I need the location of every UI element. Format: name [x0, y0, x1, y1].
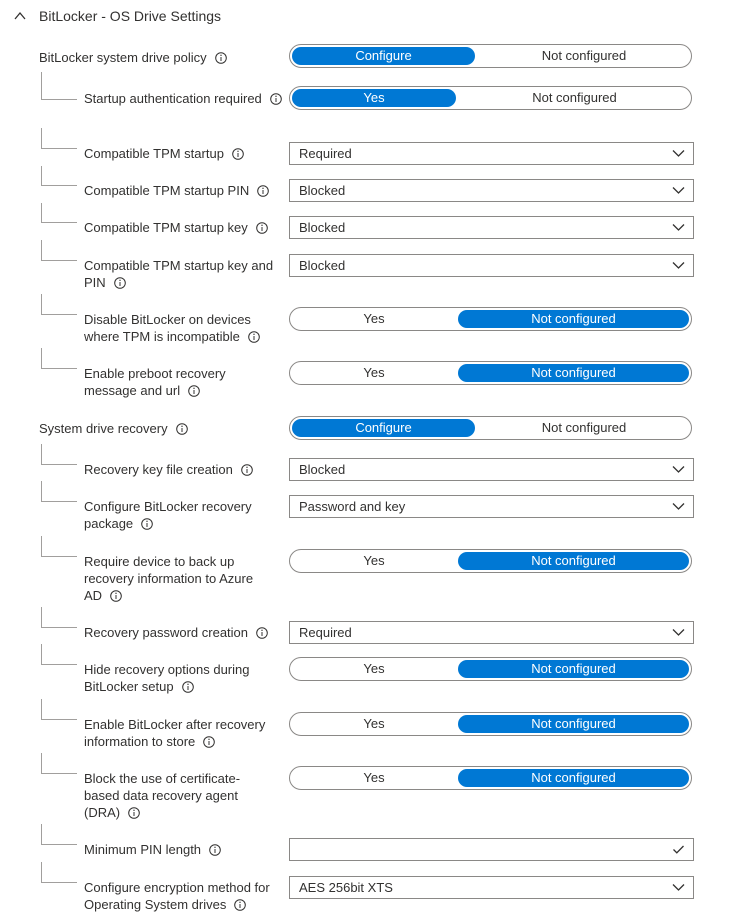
chevron-down-icon — [672, 883, 685, 892]
dropdown-value: AES 256bit XTS — [299, 880, 393, 895]
tree-connector — [41, 536, 77, 557]
toggle-option-not-configured[interactable]: Not configured — [541, 420, 627, 435]
setting-label: Block the use of certificate-based data recovery agent (DRA) — [84, 771, 241, 820]
block-dra-toggle — [289, 766, 692, 790]
info-icon[interactable] — [114, 277, 126, 289]
compatible-tpm-startup-key-dropdown[interactable] — [289, 216, 694, 239]
tree-connector — [41, 862, 77, 883]
enable-after-recovery-toggle — [289, 712, 692, 736]
tree-connector — [41, 348, 77, 369]
chevron-down-icon — [672, 223, 685, 232]
info-icon[interactable] — [188, 385, 200, 397]
toggle-option-configure[interactable]: Configure — [355, 420, 412, 435]
chevron-down-icon — [672, 465, 685, 474]
setting-label: Require device to back up recovery information to Azure AD — [84, 554, 254, 603]
dropdown-value: Blocked — [299, 258, 346, 273]
tree-connector — [41, 699, 77, 720]
info-icon[interactable] — [241, 464, 253, 476]
info-icon[interactable] — [176, 423, 188, 435]
toggle-option-yes[interactable]: Yes — [363, 365, 385, 380]
system-drive-recovery-toggle — [289, 416, 692, 440]
toggle-option-yes[interactable]: Yes — [363, 311, 385, 326]
toggle-option-not-configured[interactable]: Not configured — [531, 365, 616, 380]
toggle-option-yes[interactable]: Yes — [363, 553, 385, 568]
setting-label-row — [84, 145, 284, 162]
info-icon[interactable] — [234, 899, 246, 911]
setting-label-row — [84, 182, 284, 199]
setting-label-row — [84, 365, 274, 399]
setting-label: System drive recovery — [39, 421, 168, 436]
chevron-down-icon — [672, 628, 685, 637]
setting-label: Compatible TPM startup — [84, 146, 224, 161]
setting-label: Hide recovery options during BitLocker setup — [84, 662, 250, 694]
minimum-pin-length-input[interactable] — [289, 838, 694, 861]
tree-connector — [41, 753, 77, 774]
checkmark-icon — [672, 845, 685, 854]
info-icon[interactable] — [256, 222, 268, 234]
toggle-option-yes[interactable]: Yes — [363, 770, 385, 785]
recovery-package-dropdown[interactable] — [289, 495, 694, 518]
info-icon[interactable] — [215, 52, 227, 64]
info-icon[interactable] — [182, 681, 194, 693]
compatible-tpm-startup-pin-dropdown[interactable] — [289, 179, 694, 202]
setting-label: Disable BitLocker on devices where TPM is incompatible — [84, 312, 251, 344]
setting-label-row — [84, 461, 284, 478]
setting-label-row — [84, 90, 284, 107]
setting-label: Configure BitLocker recovery package — [84, 499, 252, 531]
toggle-option-yes[interactable]: Yes — [363, 716, 385, 731]
recovery-password-dropdown[interactable] — [289, 621, 694, 644]
tree-connector — [41, 166, 77, 186]
setting-label: Configure encryption method for Operating System drives — [84, 880, 270, 912]
toggle-option-not-configured[interactable]: Not configured — [531, 553, 616, 568]
tree-connector — [41, 203, 77, 223]
toggle-option-not-configured[interactable]: Not configured — [532, 90, 617, 105]
setting-label: Minimum PIN length — [84, 842, 202, 857]
tree-connector — [41, 607, 77, 628]
toggle-option-not-configured[interactable]: Not configured — [531, 716, 616, 731]
info-icon[interactable] — [270, 93, 282, 105]
dropdown-value: Blocked — [299, 462, 346, 477]
setting-label-row — [84, 219, 284, 236]
chevron-down-icon — [672, 502, 685, 511]
compatible-tpm-startup-key-pin-dropdown[interactable] — [289, 254, 694, 277]
hide-recovery-options-toggle — [289, 657, 692, 681]
tree-connector — [41, 128, 77, 149]
setting-label: Compatible TPM startup key — [84, 220, 248, 235]
setting-label-row — [84, 624, 284, 641]
dropdown-value: Blocked — [299, 220, 346, 235]
info-icon[interactable] — [257, 185, 269, 197]
toggle-option-yes[interactable]: Yes — [363, 90, 385, 105]
setting-label-row — [84, 841, 284, 858]
setting-label-row — [84, 498, 274, 532]
setting-label-row — [84, 553, 274, 604]
dropdown-value: Blocked — [299, 183, 346, 198]
preboot-recovery-toggle — [289, 361, 692, 385]
startup-auth-toggle — [289, 86, 692, 110]
toggle-option-not-configured[interactable]: Not configured — [531, 770, 616, 785]
compatible-tpm-startup-dropdown[interactable] — [289, 142, 694, 165]
disable-bitlocker-toggle — [289, 307, 692, 331]
info-icon[interactable] — [141, 518, 153, 530]
tree-connector — [41, 481, 77, 502]
info-icon[interactable] — [248, 331, 260, 343]
info-icon[interactable] — [232, 148, 244, 160]
policy-toggle — [289, 44, 692, 68]
tree-connector — [41, 294, 77, 315]
setting-label: Enable preboot recovery message and url — [84, 366, 226, 398]
setting-label-row — [84, 879, 284, 913]
tree-connector — [41, 240, 77, 261]
chevron-down-icon — [672, 149, 685, 158]
toggle-option-configure[interactable]: Configure — [355, 48, 412, 63]
info-icon[interactable] — [128, 807, 140, 819]
setting-label: Compatible TPM startup key and PIN — [84, 258, 274, 290]
chevron-up-icon[interactable] — [14, 11, 26, 21]
recovery-key-file-dropdown[interactable] — [289, 458, 694, 481]
tree-connector — [41, 644, 77, 665]
toggle-option-yes[interactable]: Yes — [363, 661, 385, 676]
info-icon[interactable] — [209, 844, 221, 856]
encryption-method-dropdown[interactable] — [289, 876, 694, 899]
setting-label-row — [84, 311, 274, 345]
setting-label-row — [84, 716, 274, 750]
dropdown-value: Required — [299, 625, 352, 640]
setting-label-row — [84, 257, 284, 291]
backup-to-azure-toggle — [289, 549, 692, 573]
toggle-option-not-configured[interactable]: Not configured — [531, 311, 616, 326]
setting-label: Recovery password creation — [84, 625, 249, 640]
chevron-down-icon — [672, 261, 685, 270]
section-title: BitLocker - OS Drive Settings — [39, 8, 222, 24]
setting-label: BitLocker system drive policy — [39, 50, 207, 65]
tree-connector — [41, 824, 77, 845]
setting-label: Recovery key file creation — [84, 462, 233, 477]
dropdown-value: Required — [299, 146, 352, 161]
dropdown-value: Password and key — [299, 499, 406, 514]
info-icon[interactable] — [256, 627, 268, 639]
info-icon[interactable] — [110, 590, 122, 602]
toggle-option-not-configured[interactable]: Not configured — [531, 661, 616, 676]
setting-label: Compatible TPM startup PIN — [84, 183, 250, 198]
tree-connector — [41, 444, 77, 465]
chevron-down-icon — [672, 186, 685, 195]
setting-label-row — [39, 49, 279, 66]
setting-label-row — [84, 661, 274, 695]
info-icon[interactable] — [203, 736, 215, 748]
setting-label-row — [84, 770, 269, 821]
tree-connector — [41, 72, 77, 100]
setting-label: Enable BitLocker after recovery information to store — [84, 717, 266, 749]
toggle-option-not-configured[interactable]: Not configured — [541, 48, 627, 63]
setting-label: Startup authentication required — [84, 91, 262, 106]
setting-label-row — [39, 420, 279, 437]
